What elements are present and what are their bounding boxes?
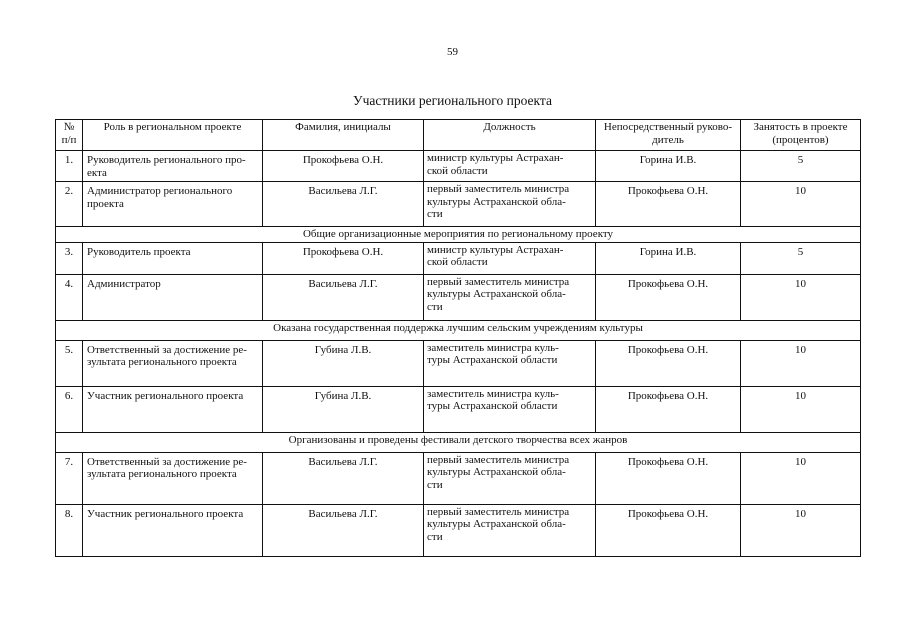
row-number: 4. xyxy=(56,274,83,320)
row-number: 8. xyxy=(56,504,83,556)
header-num: № п/п xyxy=(56,120,83,151)
row-position: заместитель министра куль- туры Астраханской области xyxy=(424,386,596,432)
row-manager: Прокофьева О.Н. xyxy=(596,274,741,320)
row-number: 6. xyxy=(56,386,83,432)
section-title: Оказана государственная поддержка лучшим сельским учреждениям культуры xyxy=(56,320,861,340)
row-position: первый заместитель министра культуры Астраханской обла- сти xyxy=(424,274,596,320)
row-position: первый заместитель министра культуры Астраханской обла- сти xyxy=(424,182,596,227)
table-row xyxy=(56,151,861,182)
row-load: 10 xyxy=(741,452,861,504)
header-load: Занятость в проекте (процентов) xyxy=(741,120,861,151)
row-load: 10 xyxy=(741,504,861,556)
row-load: 5 xyxy=(741,242,861,274)
row-manager: Прокофьева О.Н. xyxy=(596,504,741,556)
table-row xyxy=(56,504,861,556)
row-manager: Горина И.В. xyxy=(596,151,741,182)
row-number: 7. xyxy=(56,452,83,504)
row-number: 2. xyxy=(56,182,83,227)
row-name: Губина Л.В. xyxy=(263,386,424,432)
row-position: первый заместитель министра культуры Астраханской обла- сти xyxy=(424,452,596,504)
row-name: Прокофьева О.Н. xyxy=(263,151,424,182)
row-position: министр культуры Астрахан- ской области xyxy=(424,242,596,274)
row-manager: Прокофьева О.Н. xyxy=(596,340,741,386)
table-body xyxy=(56,151,861,557)
row-number: 1. xyxy=(56,151,83,182)
row-name: Губина Л.В. xyxy=(263,340,424,386)
row-role: Участник регионального проекта xyxy=(83,386,263,432)
row-role: Руководитель проекта xyxy=(83,242,263,274)
row-load: 10 xyxy=(741,182,861,227)
row-position: первый заместитель министра культуры Астраханской обла- сти xyxy=(424,504,596,556)
row-name: Васильева Л.Г. xyxy=(263,274,424,320)
document-title: Участники регионального проекта xyxy=(353,93,552,108)
row-role: Ответственный за достижение ре- зультата регионального проекта xyxy=(83,340,263,386)
participants-table xyxy=(55,119,861,557)
row-name: Васильева Л.Г. xyxy=(263,182,424,227)
row-load: 10 xyxy=(741,386,861,432)
row-number: 5. xyxy=(56,340,83,386)
table-row xyxy=(56,242,861,274)
row-position: заместитель министра куль- туры Астраханской области xyxy=(424,340,596,386)
row-load: 5 xyxy=(741,151,861,182)
table-row xyxy=(56,452,861,504)
table-row xyxy=(56,274,861,320)
row-role: Руководитель регионального про- екта xyxy=(83,151,263,182)
row-name: Васильева Л.Г. xyxy=(263,504,424,556)
row-manager: Прокофьева О.Н. xyxy=(596,182,741,227)
table-header-row xyxy=(56,120,861,151)
table-row xyxy=(56,182,861,227)
row-number: 3. xyxy=(56,242,83,274)
row-load: 10 xyxy=(741,340,861,386)
section-row xyxy=(56,320,861,340)
section-row xyxy=(56,227,861,243)
row-load: 10 xyxy=(741,274,861,320)
table-row xyxy=(56,386,861,432)
row-role: Ответственный за достижение ре- зультата регионального проекта xyxy=(83,452,263,504)
table-row xyxy=(56,340,861,386)
row-role: Участник регионального проекта xyxy=(83,504,263,556)
section-title: Общие организационные мероприятия по региональному проекту xyxy=(56,227,861,243)
row-manager: Прокофьева О.Н. xyxy=(596,452,741,504)
section-row xyxy=(56,432,861,452)
row-manager: Прокофьева О.Н. xyxy=(596,386,741,432)
row-role: Администратор регионального проекта xyxy=(83,182,263,227)
row-role: Администратор xyxy=(83,274,263,320)
row-name: Прокофьева О.Н. xyxy=(263,242,424,274)
row-manager: Горина И.В. xyxy=(596,242,741,274)
row-position: министр культуры Астрахан- ской области xyxy=(424,151,596,182)
section-title: Организованы и проведены фестивали детского творчества всех жанров xyxy=(56,432,861,452)
header-name: Фамилия, инициалы xyxy=(263,120,424,151)
header-position: Должность xyxy=(424,120,596,151)
header-manager: Непосредственный руково- дитель xyxy=(596,120,741,151)
page-number: 59 xyxy=(447,46,458,58)
header-role: Роль в региональном проекте xyxy=(83,120,263,151)
row-name: Васильева Л.Г. xyxy=(263,452,424,504)
